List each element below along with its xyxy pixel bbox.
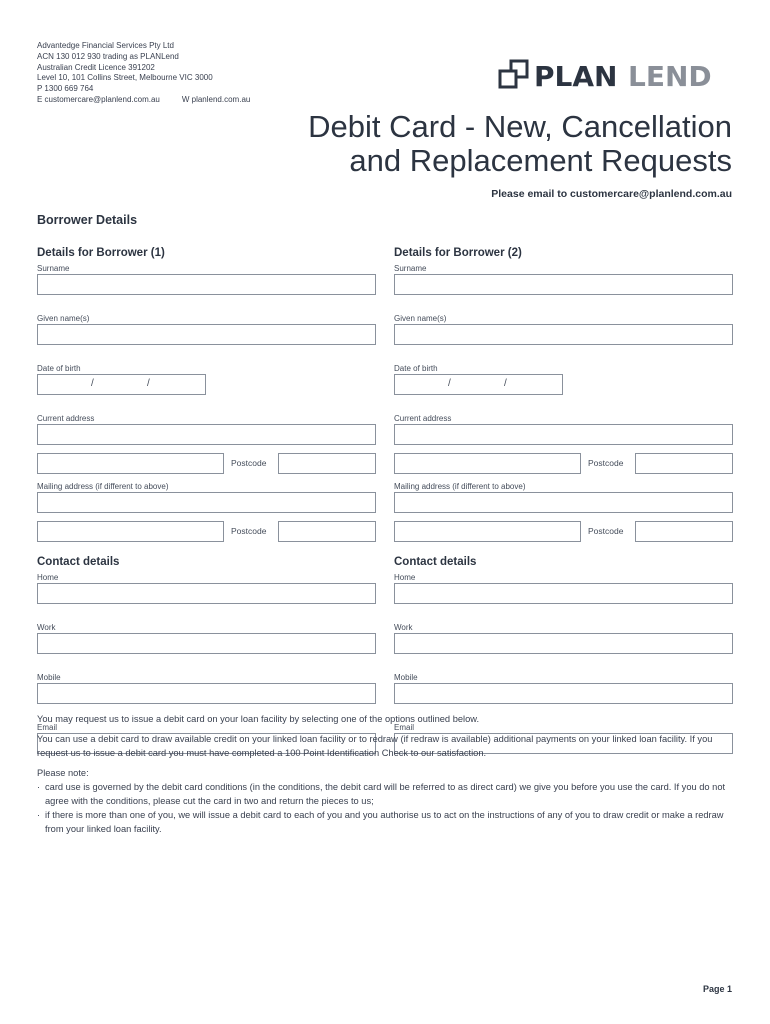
- borrower-2-column: [394, 247, 734, 754]
- borrower-1-mobile-input[interactable]: [37, 683, 376, 704]
- borrower-1-mailing-postcode-input[interactable]: [278, 521, 376, 542]
- borrower-2-current-address-input[interactable]: [394, 424, 733, 445]
- email-label: Email: [394, 723, 415, 732]
- postcode-label: Postcode: [231, 526, 267, 536]
- postcode-label: Postcode: [588, 526, 624, 536]
- borrower-1-heading: Details for Borrower (1): [37, 247, 165, 259]
- dob-separator: /: [504, 378, 507, 389]
- work-label: Work: [37, 623, 56, 632]
- borrower-2-current-address-line2-input[interactable]: [394, 453, 581, 474]
- note-list: [37, 780, 737, 836]
- company-acn: ACN 130 012 930 trading as PLANLend: [37, 51, 179, 61]
- borrower-2-dob-input[interactable]: [394, 374, 563, 395]
- mailing-address-label: Mailing address (if different to above): [394, 482, 526, 491]
- dob-separator: /: [448, 378, 451, 389]
- title-line-2: and Replacement Requests: [349, 143, 732, 178]
- logo-text-lend: LEND: [628, 60, 712, 92]
- dob-label: Date of birth: [37, 364, 81, 373]
- postcode-label: Postcode: [588, 458, 624, 468]
- mailing-address-label: Mailing address (if different to above): [37, 482, 169, 491]
- logo-text-plan: PLAN: [534, 60, 618, 92]
- borrower-2-work-input[interactable]: [394, 633, 733, 654]
- work-label: Work: [394, 623, 413, 632]
- borrower-1-mailing-address-input[interactable]: [37, 492, 376, 513]
- home-label: Home: [394, 573, 416, 582]
- borrower-1-dob-input[interactable]: [37, 374, 206, 395]
- terms-text: [37, 712, 737, 836]
- dob-separator: /: [91, 378, 94, 389]
- borrower-2-mailing-address-line2-input[interactable]: [394, 521, 581, 542]
- postcode-label: Postcode: [231, 458, 267, 468]
- current-address-label: Current address: [37, 414, 95, 423]
- mobile-label: Mobile: [394, 673, 418, 682]
- borrower-1-mailing-address-line2-input[interactable]: [37, 521, 224, 542]
- surname-label: Surname: [394, 264, 427, 273]
- borrower-2-heading: Details for Borrower (2): [394, 247, 522, 259]
- planlend-logo: [498, 58, 732, 92]
- borrower-1-current-address-line2-input[interactable]: [37, 453, 224, 474]
- borrower-1-given-name-input[interactable]: [37, 324, 376, 345]
- page-title: [308, 110, 732, 178]
- borrower-2-current-postcode-input[interactable]: [635, 453, 733, 474]
- borrower-2-given-name-input[interactable]: [394, 324, 733, 345]
- company-phone: P 1300 669 764: [37, 84, 94, 94]
- current-address-label: Current address: [394, 414, 452, 423]
- logo-mark-icon: [500, 61, 527, 87]
- email-instruction: Please email to customercare@planlend.com.au: [491, 188, 732, 200]
- note-item: · card use is governed by the debit card conditions (in the conditions, the debit card will be referred to as direct card) we give you before you use the card. If you do not agree with the conditions, please cut the card in two and return the pieces to us;: [37, 780, 737, 808]
- borrower-1-column: [37, 247, 377, 754]
- borrower-1-current-address-input[interactable]: [37, 424, 376, 445]
- company-licence: Australian Credit Licence 391202: [37, 62, 155, 72]
- note-heading: Please note:: [37, 768, 89, 778]
- borrower-1-current-postcode-input[interactable]: [278, 453, 376, 474]
- title-line-1: Debit Card - New, Cancellation: [308, 109, 732, 144]
- borrower-1-home-input[interactable]: [37, 583, 376, 604]
- borrower-1-work-input[interactable]: [37, 633, 376, 654]
- page-number: Page 1: [702, 984, 732, 994]
- usage-paragraph: You can use a debit card to draw available credit on your linked loan facility or to redraw (if redraw is available) additional payments on your linked loan facility. If you request us to issue a debit card you must have completed a 100 Point Identification Check to our satisfaction.: [37, 734, 713, 758]
- company-web: W planlend.com.au: [181, 94, 251, 104]
- borrower-2-home-input[interactable]: [394, 583, 733, 604]
- borrower-2-mailing-postcode-input[interactable]: [635, 521, 733, 542]
- intro-paragraph: You may request us to issue a debit card on your loan facility by selecting one of the options outlined below.: [37, 714, 480, 724]
- borrower-1-surname-input[interactable]: [37, 274, 376, 295]
- borrower-2-contact-heading: Contact details: [394, 556, 477, 568]
- email-label: Email: [37, 723, 58, 732]
- dob-separator: /: [147, 378, 150, 389]
- given-name-label: Given name(s): [394, 314, 447, 323]
- dob-label: Date of birth: [394, 364, 438, 373]
- company-details: [37, 41, 250, 106]
- company-name: Advantedge Financial Services Pty Ltd: [37, 41, 174, 50]
- borrower-2-mailing-address-input[interactable]: [394, 492, 733, 513]
- note-item: · if there is more than one of you, we will issue a debit card to each of you and you authorise us to act on the instructions of any of you to draw credit or make a redraw from your linked loan facility.: [37, 808, 737, 836]
- mobile-label: Mobile: [37, 673, 61, 682]
- company-email: E customercare@planlend.com.au: [37, 94, 160, 104]
- borrower-2-mobile-input[interactable]: [394, 683, 733, 704]
- borrower-2-surname-input[interactable]: [394, 274, 733, 295]
- borrower-1-contact-heading: Contact details: [37, 556, 120, 568]
- company-address: Level 10, 101 Collins Street, Melbourne VIC 3000: [37, 73, 213, 83]
- given-name-label: Given name(s): [37, 314, 90, 323]
- section-title-borrower-details: Borrower Details: [37, 213, 138, 227]
- surname-label: Surname: [37, 264, 70, 273]
- home-label: Home: [37, 573, 59, 582]
